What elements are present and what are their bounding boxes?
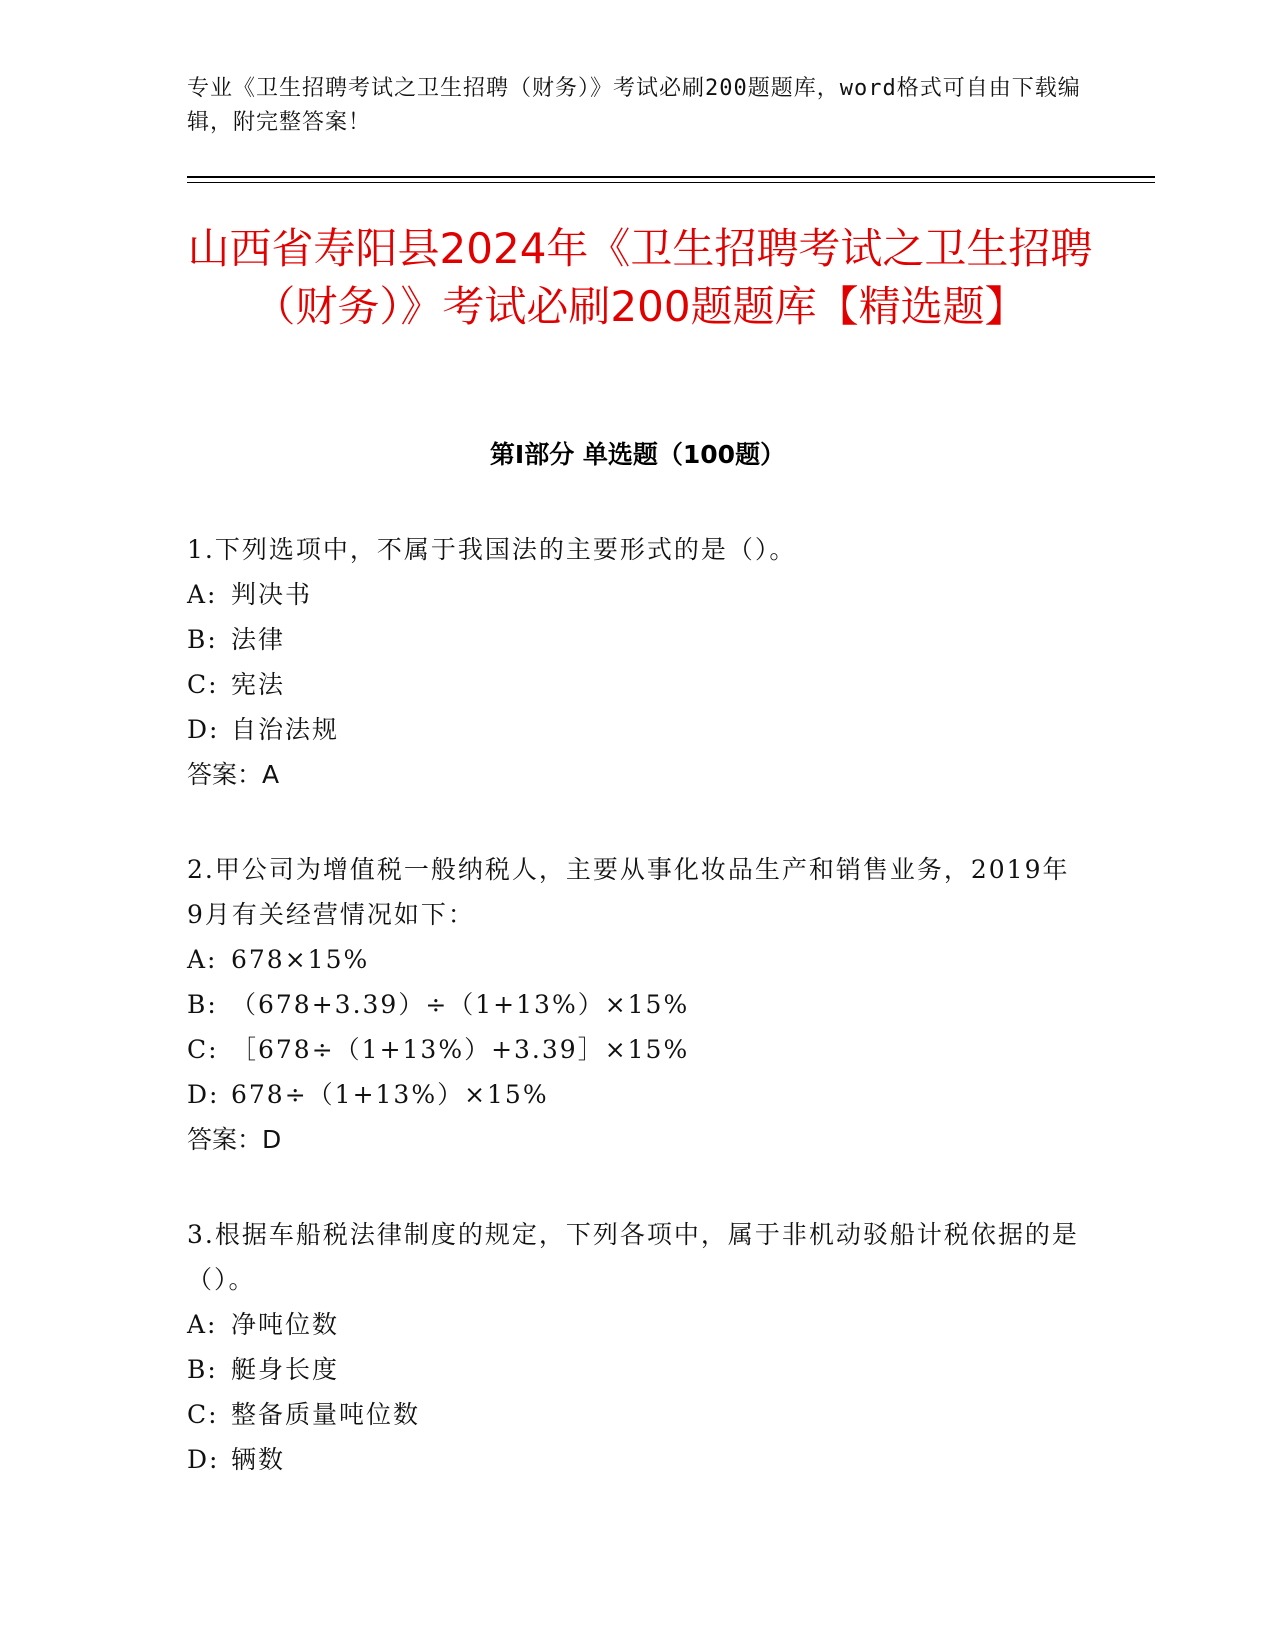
option-c <box>187 1027 1087 1072</box>
option-b <box>187 617 1087 662</box>
header-divider-thin <box>187 182 1155 183</box>
answer-line: 答案：A <box>187 760 280 789</box>
question-2 <box>187 847 1087 1162</box>
option-text: 净吨位数 <box>231 1310 340 1339</box>
option-c <box>187 1392 1087 1437</box>
option-a <box>187 937 1087 982</box>
option-letter: A: <box>187 1310 218 1339</box>
option-d <box>187 707 1087 752</box>
option-text: 判决书 <box>231 580 313 609</box>
option-letter: C: <box>187 670 219 699</box>
option-letter: C: <box>187 1400 219 1429</box>
question-text: 2.甲公司为增值税一般纳税人，主要从事化妆品生产和销售业务，2019年9月有关经营情况如下： <box>187 855 1070 929</box>
option-text: 法律 <box>231 625 286 654</box>
document-title: 山西省寿阳县2024年《卫生招聘考试之卫生招聘（财务）》考试必刷200题题库【精选题】 <box>187 224 1093 331</box>
question-1 <box>187 527 1087 797</box>
option-b <box>187 1347 1087 1392</box>
option-text: 辆数 <box>231 1445 286 1474</box>
question-text: 1.下列选项中，不属于我国法的主要形式的是（）。 <box>187 535 797 564</box>
option-d <box>187 1072 1087 1117</box>
option-text: 整备质量吨位数 <box>231 1400 421 1429</box>
option-letter: B: <box>187 1355 218 1384</box>
option-b <box>187 982 1087 1027</box>
option-text: 艇身长度 <box>231 1355 340 1384</box>
option-letter: A: <box>187 580 218 609</box>
question-3 <box>187 1212 1087 1482</box>
option-text: 宪法 <box>231 670 286 699</box>
option-letter: D: <box>187 1080 220 1109</box>
option-a <box>187 1302 1087 1347</box>
option-text: ［678÷（1+13%）+3.39］×15% <box>231 1035 690 1064</box>
option-c <box>187 662 1087 707</box>
option-text: （678+3.39）÷（1+13%）×15% <box>231 990 690 1019</box>
option-letter: B: <box>187 625 218 654</box>
option-a <box>187 572 1087 617</box>
option-d <box>187 1437 1087 1482</box>
option-text: 678÷（1+13%）×15% <box>231 1080 549 1109</box>
question-text: 3.根据车船税法律制度的规定，下列各项中，属于非机动驳船计税依据的是（）。 <box>187 1220 1079 1294</box>
header-note: 专业《卫生招聘考试之卫生招聘（财务）》考试必刷200题题库，word格式可自由下载编辑，附完整答案！ <box>187 76 1081 135</box>
header-divider-thick <box>187 176 1155 178</box>
option-text: 自治法规 <box>231 715 340 744</box>
option-letter: D: <box>187 1445 220 1474</box>
option-letter: A: <box>187 945 218 974</box>
option-letter: D: <box>187 715 220 744</box>
option-letter: B: <box>187 990 218 1019</box>
answer-line: 答案：D <box>187 1125 282 1154</box>
question-list <box>187 527 1087 1532</box>
option-text: 678×15% <box>231 945 370 974</box>
section-heading: 第I部分 单选题（100题） <box>489 440 786 469</box>
option-letter: C: <box>187 1035 219 1064</box>
